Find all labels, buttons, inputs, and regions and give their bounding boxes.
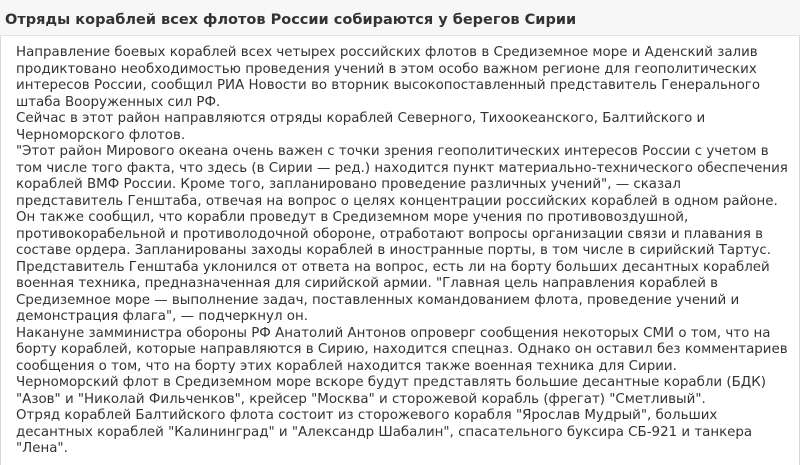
article-paragraph-1: Направление боевых кораблей всех четырех российских флотов в Средиземное море и Аденский залив продиктовано необходимостью проведения учений в этом особо важном регионе для геополитических интересов России, сообщил РИА Новости во вторник высокопоставленный представитель Генерального штаба Вооруженных сил РФ. <box>16 45 761 110</box>
article-paragraph-6: Накануне замминистра обороны РФ Анатолий Антонов опроверг сообщения некоторых СМИ о том, что на борту кораблей, которые направляются в Сирию, находится спецназ. Однако он оставил без комментариев сообщения о том, что на борту этих кораблей находится также военная техника для Сирии. <box>16 325 788 374</box>
article-header <box>0 0 800 36</box>
article-body <box>0 36 800 465</box>
article-title: Отряды кораблей всех флотов России собираются у берегов Сирии <box>5 12 577 28</box>
article-paragraph-5: Представитель Генштаба уклонился от ответа на вопрос, есть ли на борту больших десантных кораблей военная техника, предназначенная для сирийской армии. "Главная цель направления кораблей в Средиземное море — выполнение задач, поставленных командованием флота, проведение учений и демонстрация флага", — подчеркнул он. <box>16 259 770 324</box>
article-text <box>16 45 791 458</box>
article-paragraph-4: Он также сообщил, что корабли проведут в Средиземном море учения по противовоздушной, противокорабельной и противолодочной обороне, отработают вопросы организации связи и плавания в составе ордера. Запланированы заходы кораблей в иностранные порты, в том числе в сирийский Тартус. <box>16 210 771 258</box>
article-paragraph-7: Черноморский флот в Средиземном море вскоре будут представлять большие десантные корабли (БДК) "Азов" и "Николай Фильченков", крейсер "Москва" и сторожевой корабль (фрегат) "Сметливый". <box>16 375 766 407</box>
article-paragraph-2: Сейчас в этот район направляются отряды кораблей Северного, Тихоокеанского, Балтийского и Черноморского флотов. <box>16 111 706 143</box>
article-paragraph-3: "Этот район Мирового океана очень важен с точки зрения геополитических интересов России с учетом в том числе того факта, что здесь (в Сирии — ред.) находится пункт материально-технического обеспечения кораблей ВМФ России. Кроме того, запланировано проведение различных учений", — сказал представитель Генштаба, отвечая на вопрос о целях концентрации российских кораблей в одном районе. <box>16 144 788 209</box>
article-paragraph-8: Отряд кораблей Балтийского флота состоит из сторожевого корабля "Ярослав Мудрый", больших десантных кораблей "Калининград" и "Александр Шабалин", спасательного буксира СБ-921 и танкера "Лена". <box>16 408 753 456</box>
